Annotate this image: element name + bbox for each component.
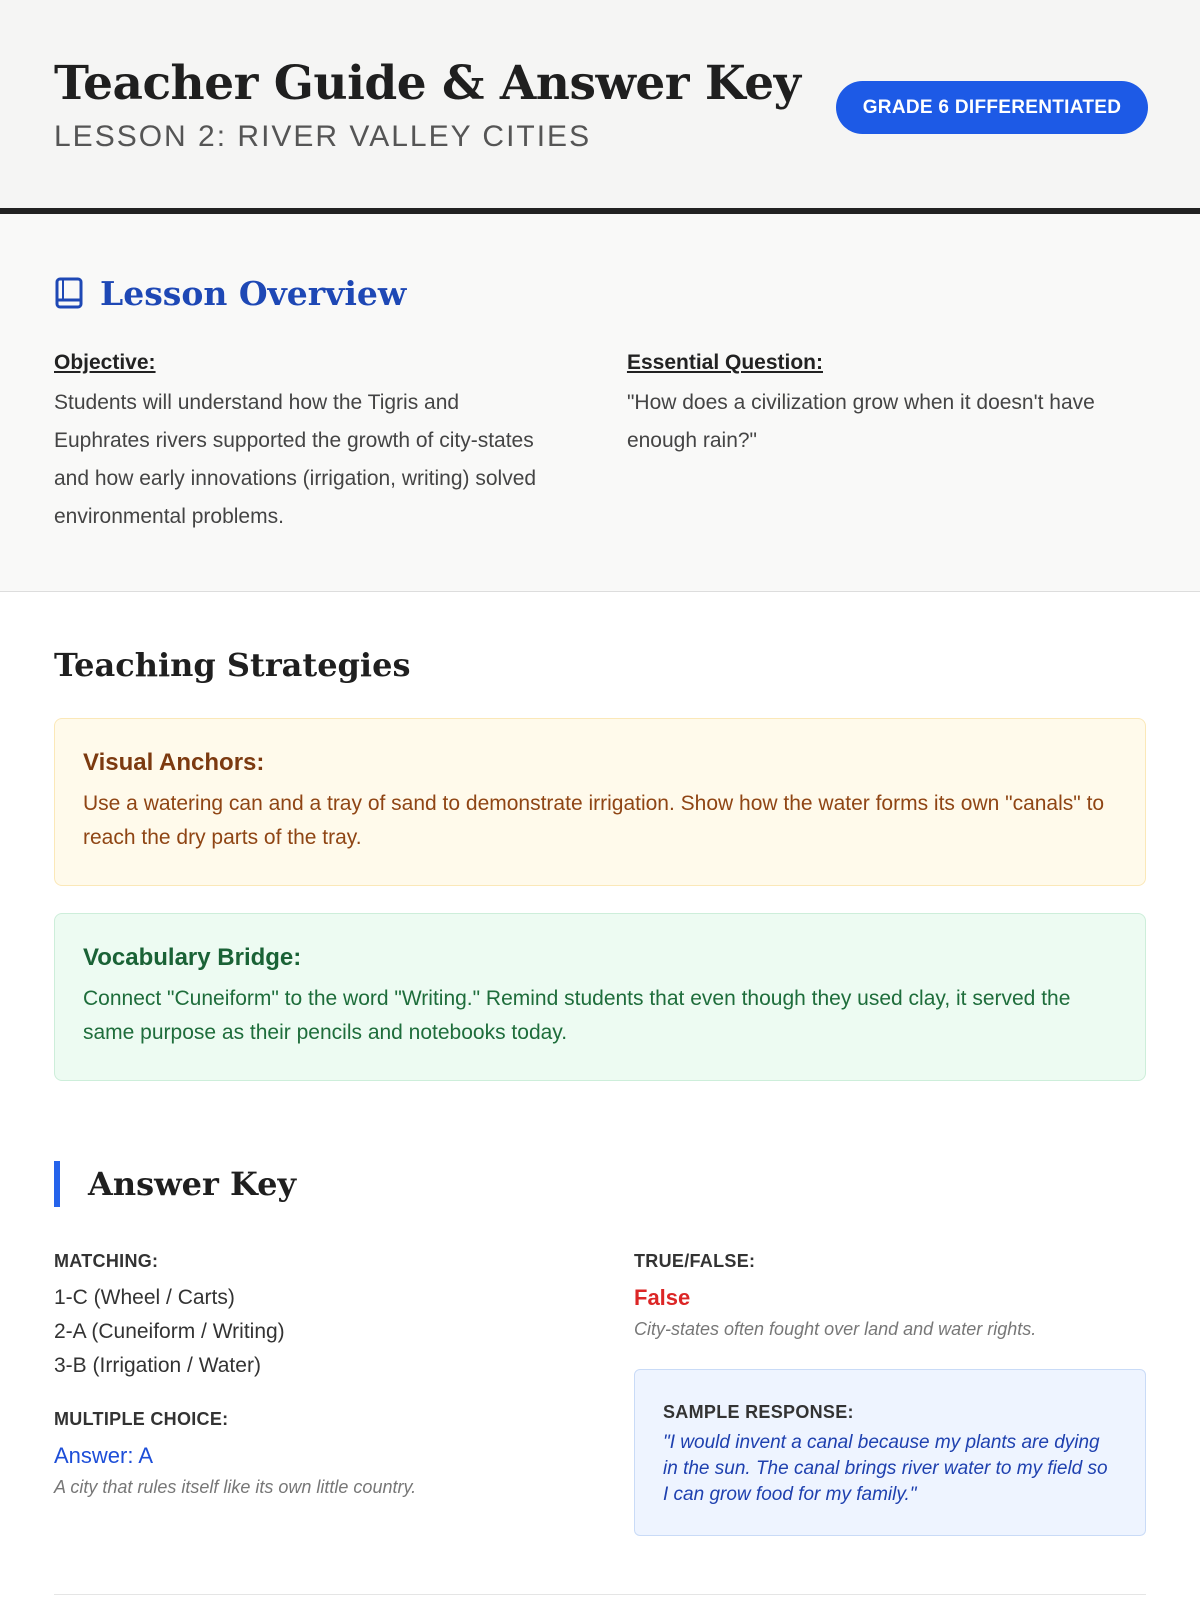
answer-key-right-column bbox=[634, 1247, 1146, 1536]
page-header bbox=[0, 0, 1200, 214]
grade-badge: GRADE 6 DIFFERENTIATED bbox=[836, 81, 1148, 134]
visual-anchors-card bbox=[54, 718, 1146, 886]
list-item: 3-B (Irrigation / Water) bbox=[54, 1354, 261, 1377]
lesson-overview-section bbox=[0, 214, 1200, 592]
answer-key-heading bbox=[54, 1161, 1146, 1207]
answer-key-title: Answer Key bbox=[88, 1165, 297, 1203]
book-icon bbox=[54, 276, 84, 310]
essential-question-text: "How does a civilization grow when it doesn't have enough rain?" bbox=[626, 391, 1095, 452]
matching-label: MATCHING: bbox=[54, 1251, 159, 1271]
teaching-strategies-title: Teaching Strategies bbox=[54, 646, 411, 684]
true-false-label: TRUE/FALSE: bbox=[634, 1251, 756, 1271]
sample-response-box bbox=[634, 1369, 1146, 1536]
page-title: Teacher Guide & Answer Key bbox=[54, 56, 801, 111]
list-item: 2-A (Cuneiform / Writing) bbox=[54, 1320, 285, 1343]
true-false-note: City-states often fought over land and water rights. bbox=[634, 1319, 1037, 1339]
objective-block bbox=[54, 348, 627, 536]
footer-divider bbox=[54, 1594, 1146, 1595]
lesson-overview-heading bbox=[54, 272, 1146, 314]
objective-text: Students will understand how the Tigris and Euphrates rivers supported the growth of city-states and how early innovations (irrigation, writing) solved environmental problems. bbox=[54, 391, 537, 528]
sample-response-label: SAMPLE RESPONSE: bbox=[663, 1402, 854, 1422]
sample-response-text: "I would invent a canal because my plants are dying in the sun. The canal brings river water to my field so I can grow food for my family." bbox=[663, 1432, 1108, 1505]
multiple-choice-label: MULTIPLE CHOICE: bbox=[54, 1409, 229, 1429]
true-false-answer: False bbox=[634, 1285, 691, 1310]
answer-key-left-column bbox=[54, 1247, 634, 1536]
matching-list bbox=[54, 1281, 634, 1383]
accent-bar bbox=[54, 1161, 60, 1207]
card-text: Use a watering can and a tray of sand to demonstrate irrigation. Show how the water forms its own "canals" to reach the dry parts of the tray. bbox=[83, 792, 1105, 849]
essential-question-block bbox=[627, 348, 1146, 536]
card-title: Vocabulary Bridge: bbox=[83, 944, 302, 971]
vocabulary-bridge-card bbox=[54, 913, 1146, 1081]
objective-label: Objective: bbox=[54, 351, 156, 374]
card-title: Visual Anchors: bbox=[83, 749, 265, 776]
multiple-choice-note: A city that rules itself like its own little country. bbox=[54, 1477, 417, 1497]
list-item: 1-C (Wheel / Carts) bbox=[54, 1286, 235, 1309]
teaching-strategies-section bbox=[0, 646, 1200, 1536]
lesson-overview-title: Lesson Overview bbox=[100, 273, 407, 313]
page-subtitle: LESSON 2: RIVER VALLEY CITIES bbox=[54, 120, 592, 153]
multiple-choice-answer: Answer: A bbox=[54, 1443, 154, 1468]
essential-question-label: Essential Question: bbox=[626, 351, 823, 374]
card-text: Connect "Cuneiform" to the word "Writing." Remind students that even though they used clay, it served the same purpose as their pencils and notebooks today. bbox=[83, 987, 1071, 1044]
